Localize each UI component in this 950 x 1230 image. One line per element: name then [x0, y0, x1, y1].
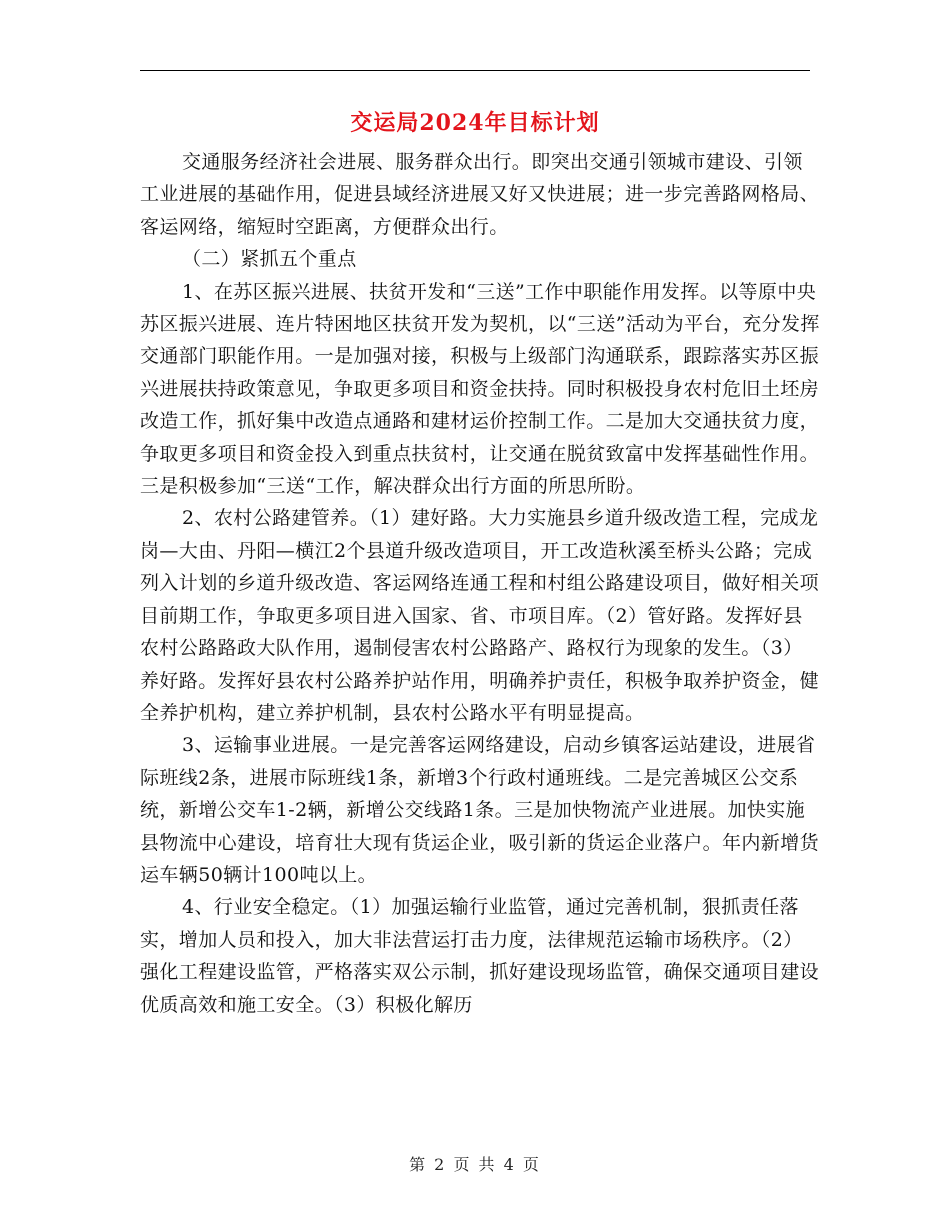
- document-body: [140, 146, 820, 1021]
- page-title: 交运局2024年目标计划: [350, 110, 600, 136]
- section-heading: （二）紧抓五个重点: [182, 248, 357, 271]
- page-number: 第 2 页 共 4 页: [409, 1155, 541, 1174]
- header-rule: [140, 70, 810, 71]
- paragraph-item-3: 3、运输事业进展。一是完善客运网络建设，启动乡镇客运站建设，进展省际班线2条，进展市际班线1条，新增3个行政村通班线。二是完善城区公交系统，新增公交车1-2辆，新增公交线路1条。三是加快物流产业进展。加快实施县物流中心建设，培育壮大现有货运企业，吸引新的货运企业落户。年内新增货运车辆50辆计100吨以上。: [140, 734, 820, 886]
- paragraph-item-1: 1、在苏区振兴进展、扶贫开发和“三送”工作中职能作用发挥。以等原中央苏区振兴进展、连片特困地区扶贫开发为契机，以“三送”活动为平台，充分发挥交通部门职能作用。一是加强对接，积极与上级部门沟通联系，跟踪落实苏区振兴进展扶持政策意见，争取更多项目和资金扶持。同时积极投身农村危旧土坯房改造工作，抓好集中改造点通路和建材运价控制工作。二是加大交通扶贫力度，争取更多项目和资金投入到重点扶贫村，让交通在脱贫致富中发挥基础性作用。三是积极参加“三送“工作，解决群众出行方面的所思所盼。: [140, 280, 820, 498]
- paragraph-intro: 交通服务经济社会进展、服务群众出行。即突出交通引领城市建设、引领工业进展的基础作用，促进县域经济进展又好又快进展；进一步完善路网格局、客运网络，缩短时空距离，方便群众出行。: [140, 151, 820, 238]
- paragraph-item-2: 2、农村公路建管养。（1）建好路。大力实施县乡道升级改造工程，完成龙岗—大由、丹阳—横江2个县道升级改造项目，开工改造秋溪至桥头公路；完成列入计划的乡道升级改造、客运网络连通工程和村组公路建设项目，做好相关项目前期工作，争取更多项目进入国家、省、市项目库。（2）管好路。发挥好县农村公路路政大队作用，遏制侵害农村公路路产、路权行为现象的发生。（3）养好路。发挥好县农村公路养护站作用，明确养护责任，积极争取养护资金，健全养护机构，建立养护机制，县农村公路水平有明显提高。: [140, 507, 820, 724]
- paragraph-item-4: 4、行业安全稳定。（1）加强运输行业监管，通过完善机制，狠抓责任落实，增加人员和投入，加大非法营运打击力度，法律规范运输市场秩序。（2）强化工程建设监管，严格落实双公示制，抓好建设现场监管，确保交通项目建设优质高效和施工安全。（3）积极化解历: [140, 896, 820, 1016]
